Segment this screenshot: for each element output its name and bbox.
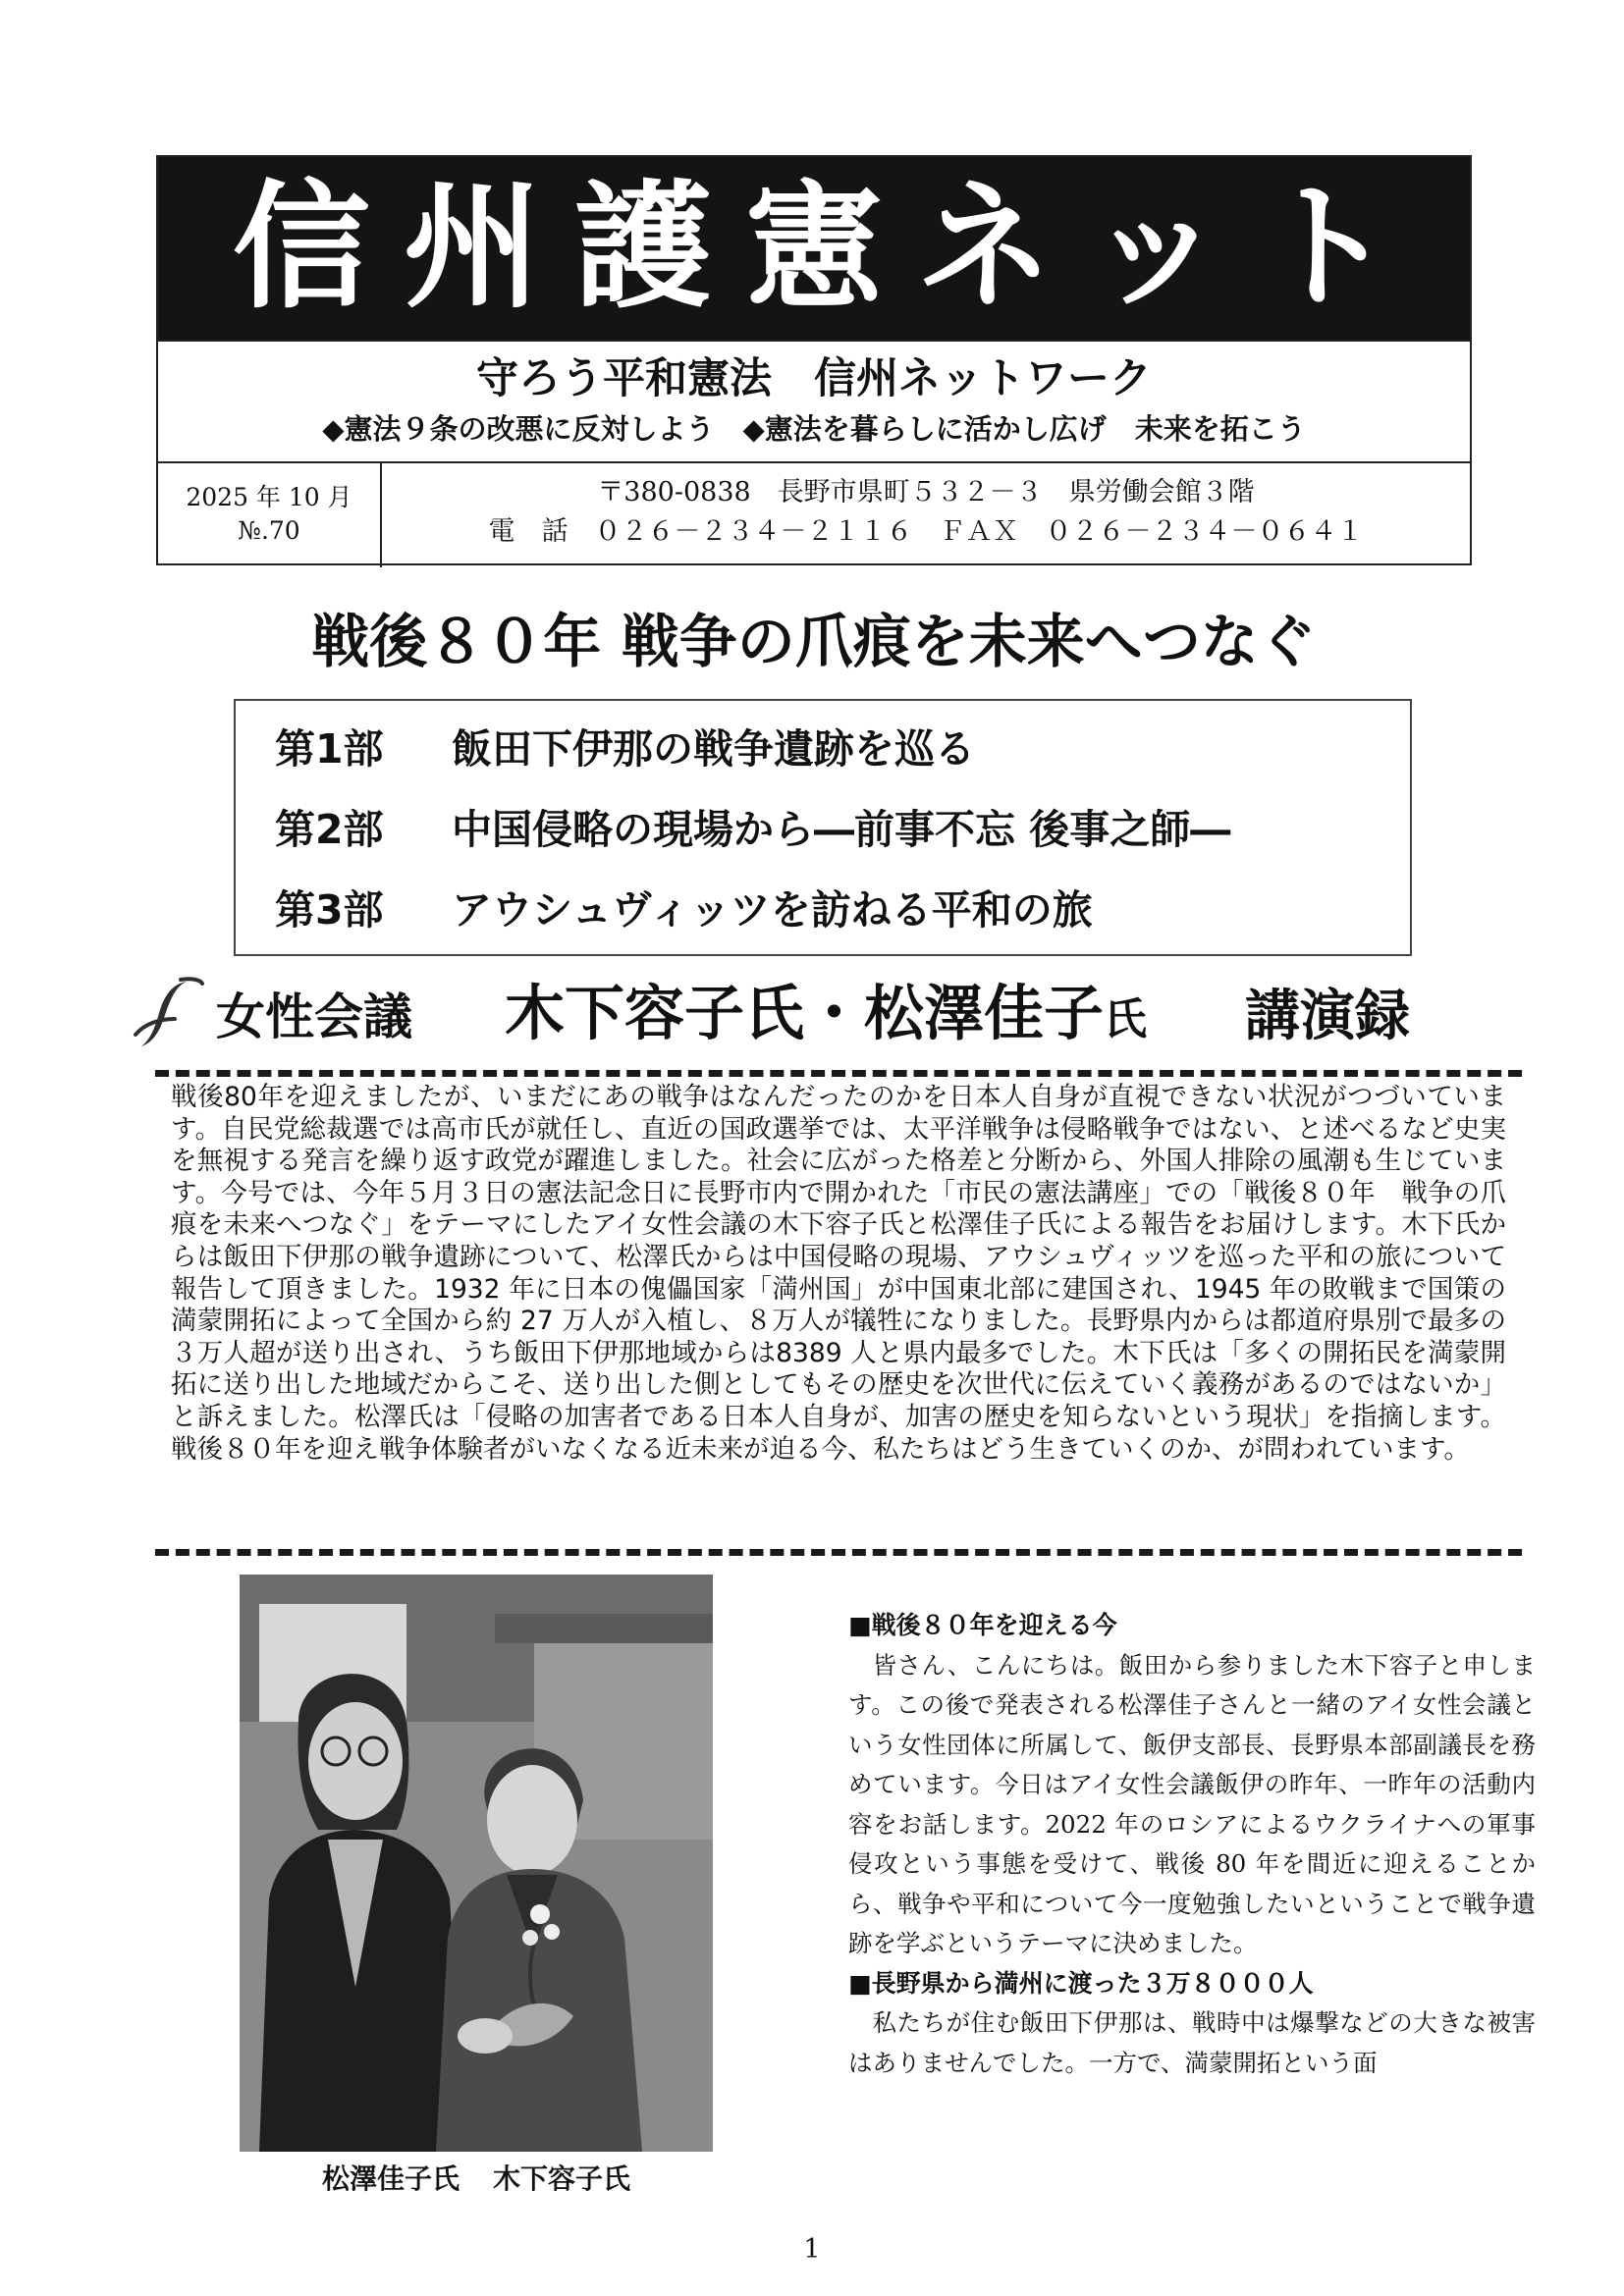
newsletter-title: 信州護憲ネット [158,157,1470,340]
slogan: ◆憲法９条の改悪に反対しよう ◆憲法を暮らしに活かし広げ 未来を拓こう [322,412,1306,446]
lead-top-dashed-rule [155,1070,1522,1077]
article-paragraph: 皆さん、こんにちは。飯田から参りました木下容子と申します。この後で発表される松澤佳子さんと一緒のアイ女性会議という女性団体に所属して、飯伊支部長、長野県本部副議長を務めています。今日はアイ女性会議飯伊の昨年、一昨年の活動内容をお話します。2022 年のロシアによるウクライナへの軍事侵攻という事態を受けて、戦後 80 年を間近に迎えることから、戦争や平和について今一度勉強したいということで戦争遺跡を学ぶというテーマに決めました。 [848,1650,1536,1957]
article-column [848,1606,1536,2083]
address: 〒380-0838 長野市県町５３２－３ 県労働会館３階 [597,477,1255,507]
lead-paragraph: 戦後80年を迎えましたが、いまだにあの戦争はなんだったのかを日本人自身が直視できない状況がつづいています。自民党総裁選では高市氏が就任し、直近の国政選挙では、太平洋戦争は侵略戦争ではない、と述べるなど史実を無視する発言を繰り返す政党が躍進しました。社会に広がった格差と分断から、外国人排除の風潮も生じています。今号では、今年５月３日の憲法記念日に長野市内で開かれた「市民の憲法講座」での「戦後８０年 戦争の爪痕を未来へつなぐ」をテーマにしたアイ女性会議の木下容子氏と松澤佳子氏による報告をお届けします。木下氏からは飯田下伊那の戦争遺跡について、松澤氏からは中国侵略の現場、アウシュヴィッツを巡った平和の旅について報告して頂きました。1932 年に日本の傀儡国家「満州国」が中国東北部に建国され、1945 年の敗戦まで国策の満蒙開拓によって全国から約 27 万人が入植し、８万人が犠牲になりました。長野県内からは都道府県別で最多の３万人超が送り出され、うち飯田下伊那地域からは8389 人と県内最多でした。木下氏は「多くの開拓民を満蒙開拓に送り出した地域だからこそ、送り出した側としてもその歴史を次世代に伝えていく義務があるのではないか」と訴えました。松澤氏は「侵略の加害者である日本人自身が、加害の歴史を知らないという現状」を指摘します。戦後８０年を迎え戦争体験者がいなくなる近未来が迫る今、私たちはどう生きていくのか、が問われています。 [171,1082,1506,1465]
lecture-speakers [505,970,1147,1064]
lecture-title [126,970,1500,1058]
speakers-photo [240,1575,713,2152]
part-number: 第1部 [275,725,384,773]
photo-illustration [240,1575,713,2152]
lead-paragraph-box [171,1082,1506,1466]
section-heading: ■戦後８０年を迎える今 [848,1611,1117,1639]
issue-box [158,463,382,567]
speaker-names: 木下容子氏・松澤佳子 [505,979,1105,1048]
part-title: 飯田下伊那の戦争遺跡を巡る [452,725,975,773]
honorific-suffix: 氏 [1104,994,1148,1044]
part-item [275,789,1410,870]
lecture-organization: 女性会議 [216,988,412,1045]
phone-fax: 電 話 ０２６－２３４－２１１６ ＦＡＸ ０２６－２３４－０６４１ [488,516,1364,547]
lead-bottom-dashed-rule [155,1549,1522,1556]
article-paragraph: 私たちが住む飯田下伊那は、戦時中は爆撃などの大きな被害はありませんでした。一方で、満蒙開拓という面 [848,2008,1536,2077]
ai-logo-icon [132,976,206,1052]
part-item [275,870,1410,950]
part-title: アウシュヴィッツを訪ねる平和の旅 [452,886,1093,934]
part-item [275,709,1410,789]
photo-caption [240,2160,713,2199]
issue-date: 2025 年 10 月 [186,483,352,511]
lecture-record-label: 講演録 [1245,985,1410,1048]
page-number: 1 [803,2234,821,2265]
parts-box [234,699,1412,956]
part-number: 第2部 [275,806,384,853]
part-title: 中国侵略の現場から―前事不忘 後事之師― [452,806,1231,853]
issue-number: №.70 [238,516,300,545]
caption-right-name: 木下容子氏 [493,2163,631,2195]
contact-box [382,463,1470,577]
organization-subtitle: 守ろう平和憲法 信州ネットワーク [476,354,1152,403]
section-heading: ■長野県から満州に渡った３万８０００人 [848,1968,1314,1998]
part-number: 第3部 [275,886,384,934]
caption-left-name: 松澤佳子氏 [321,2163,460,2195]
masthead-info-row [158,461,1470,567]
masthead [156,155,1472,565]
main-headline: 戦後８０年 戦争の爪痕を未来へつなぐ [311,608,1317,675]
masthead-subtitle-block [158,340,1470,463]
